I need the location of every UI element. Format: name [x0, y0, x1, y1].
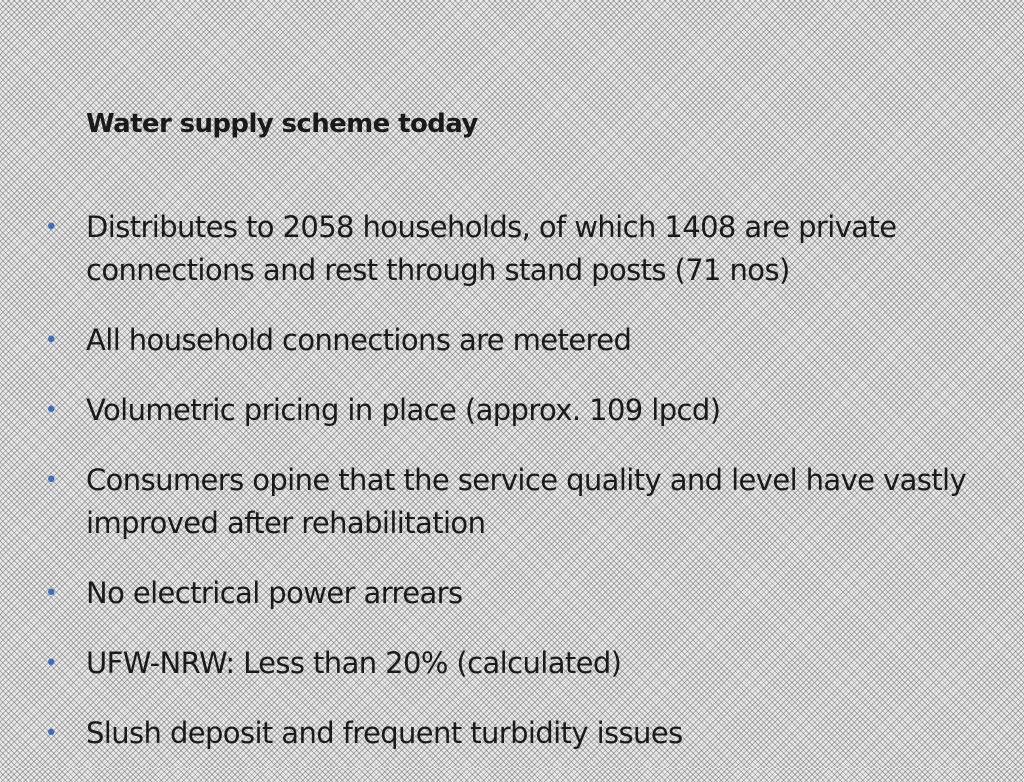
bullet-text: UFW-NRW: Less than 20% (calculated)	[86, 646, 622, 680]
bullet-dot-icon: •	[44, 651, 58, 676]
bullet-text: Slush deposit and frequent turbidity issues	[86, 716, 683, 750]
bullet-dot-icon: •	[44, 468, 58, 493]
bullet-item	[0, 206, 1024, 292]
bullet-text: Distributes to 2058 households, of which 1408 are private connections and rest through stand posts (71 nos)	[86, 210, 897, 287]
bullet-dot-icon: •	[44, 721, 58, 746]
bullet-dot-icon: •	[44, 215, 58, 240]
bullet-list	[0, 206, 1024, 782]
bullet-item	[0, 319, 1024, 362]
bullet-text: All household connections are metered	[86, 323, 632, 357]
bullet-item	[0, 459, 1024, 545]
bullet-dot-icon: •	[44, 328, 58, 353]
bullet-dot-icon: •	[44, 581, 58, 606]
slide-title: Water supply scheme today	[86, 109, 478, 139]
bullet-text: No electrical power arrears	[86, 576, 463, 610]
bullet-text: Volumetric pricing in place (approx. 109 lpcd)	[86, 393, 721, 427]
bullet-dot-icon: •	[44, 398, 58, 423]
bullet-item	[0, 642, 1024, 685]
bullet-item	[0, 389, 1024, 432]
bullet-text: Consumers opine that the service quality and level have vastly improved after rehabilitation	[86, 463, 967, 540]
bullet-item	[0, 712, 1024, 755]
bullet-item	[0, 572, 1024, 615]
